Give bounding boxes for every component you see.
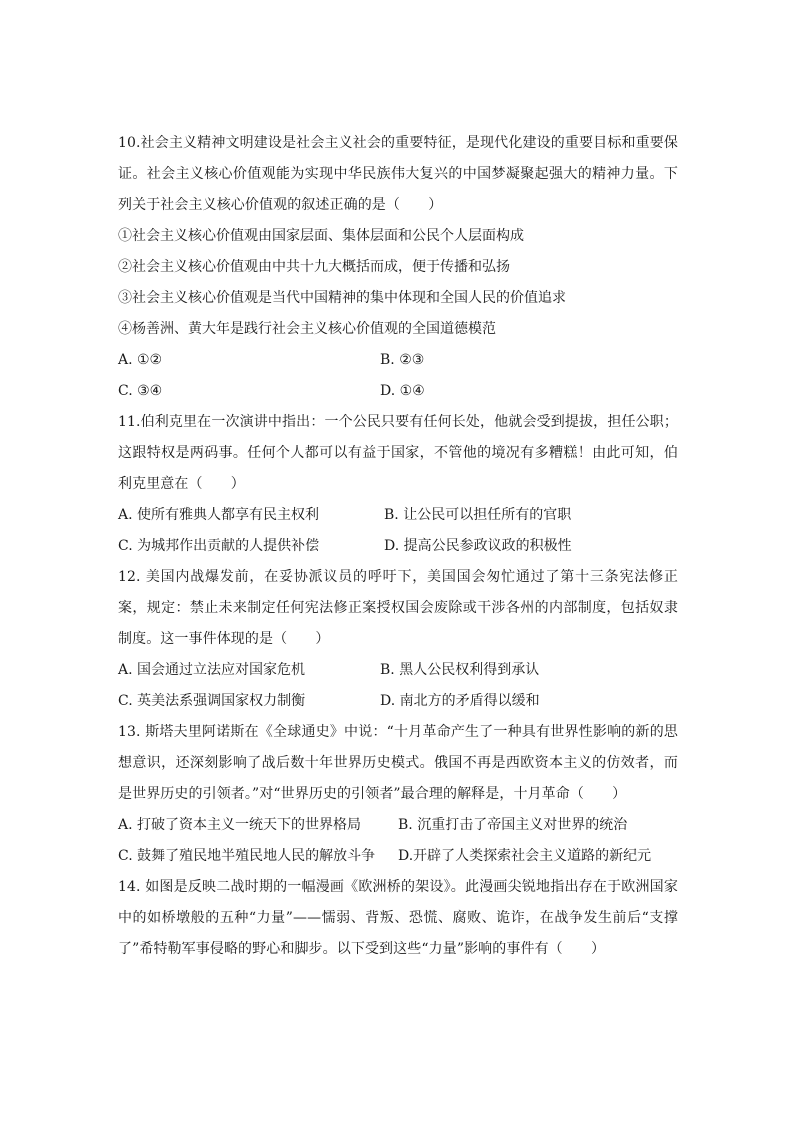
question-14	[118, 872, 678, 965]
question-11-option-a[interactable]: A. 使所有雅典人都享有民主权利	[118, 507, 320, 523]
question-11-options-row-1	[118, 500, 678, 531]
question-14-stem: 14. 如图是反映二战时期的一幅漫画《欧洲桥的架设》。此漫画尖锐地指出存在于欧洲国家中的如桥墩般的五种“力量”——懦弱、背叛、恐慌、腐败、诡诈，在战争发生前后“支撑了”希特勒军事侵略的野心和脚步。以下受到这些“力量”影响的事件有（ ）	[118, 879, 678, 957]
question-12-option-c[interactable]: C. 英美法系强调国家权力制衡	[118, 693, 306, 709]
question-12-options-row-1	[118, 655, 678, 686]
question-11-option-d[interactable]: D. 提高公民参政议政的积极性	[384, 538, 572, 554]
question-10-option-a[interactable]: A. ①②	[118, 352, 163, 368]
question-10-statement-1: ①社会主义核心价值观由国家层面、集体层面和公民个人层面构成	[118, 228, 524, 244]
question-12-option-b[interactable]: B. 黑人公民权利得到承认	[380, 662, 540, 678]
question-10-option-b[interactable]: B. ②③	[380, 352, 425, 368]
question-11-option-c[interactable]: C. 为城邦作出贡献的人提供补偿	[118, 538, 320, 554]
question-12-options-row-2	[118, 686, 678, 717]
question-12-option-a[interactable]: A. 国会通过立法应对国家危机	[118, 662, 306, 678]
question-10-stem: 10.社会主义精神文明建设是社会主义社会的重要特征，是现代化建设的重要目标和重要保证。社会主义核心价值观能为实现中华民族伟大复兴的中国梦凝聚起强大的精神力量。下列关于社会主义核心价值观的叙述正确的是（ ）	[118, 135, 678, 213]
question-11-stem: 11.伯利克里在一次演讲中指出：一个公民只要有任何长处，他就会受到提拔，担任公职；这跟特权是两码事。任何个人都可以有益于国家，不管他的境况有多糟糕！由此可知，伯利克里意在（ ）	[118, 414, 678, 492]
question-13-options-row-2	[118, 841, 678, 872]
question-10-option-c[interactable]: C. ③④	[118, 383, 163, 399]
question-13-option-c[interactable]: C. 鼓舞了殖民地半殖民地人民的解放斗争	[118, 848, 376, 864]
question-13-stem: 13. 斯塔夫里阿诺斯在《全球通史》中说：“十月革命产生了一种具有世界性影响的新的思想意识，还深刻影响了战后数十年世界历史模式。俄国不再是西欧资本主义的仿效者，而是世界历史的引领者。”对“世界历史的引领者”最合理的解释是，十月革命（ ）	[118, 724, 678, 802]
question-13-option-d[interactable]: D.开辟了人类探索社会主义道路的新纪元	[398, 848, 652, 864]
question-10-statement-3: ③社会主义核心价值观是当代中国精神的集中体现和全国人民的价值追求	[118, 290, 566, 306]
question-12-option-d[interactable]: D. 南北方的矛盾得以缓和	[380, 693, 540, 709]
question-13-option-a[interactable]: A. 打破了资本主义一统天下的世界格局	[118, 817, 362, 833]
question-13	[118, 717, 678, 872]
question-10-option-d[interactable]: D. ①④	[380, 383, 425, 399]
question-13-option-b[interactable]: B. 沉重打击了帝国主义对世界的统治	[398, 817, 628, 833]
question-10	[118, 128, 678, 407]
question-12	[118, 562, 678, 717]
question-10-options-row-1	[118, 345, 678, 376]
question-10-statement-2: ②社会主义核心价值观由中共十九大概括而成，便于传播和弘扬	[118, 259, 510, 275]
question-12-stem: 12. 美国内战爆发前，在妥协派议员的呼吁下，美国国会匆忙通过了第十三条宪法修正案，规定：禁止未来制定任何宪法修正案授权国会废除或干涉各州的内部制度，包括奴隶制度。这一事件体现的是（ ）	[118, 569, 678, 647]
question-13-options-row-1	[118, 810, 678, 841]
question-11	[118, 407, 678, 562]
exam-page	[118, 128, 678, 965]
question-10-options-row-2	[118, 376, 678, 407]
question-10-statement-4: ④杨善洲、黄大年是践行社会主义核心价值观的全国道德模范	[118, 321, 496, 337]
question-11-options-row-2	[118, 531, 678, 562]
question-11-option-b[interactable]: B. 让公民可以担任所有的官职	[384, 507, 572, 523]
